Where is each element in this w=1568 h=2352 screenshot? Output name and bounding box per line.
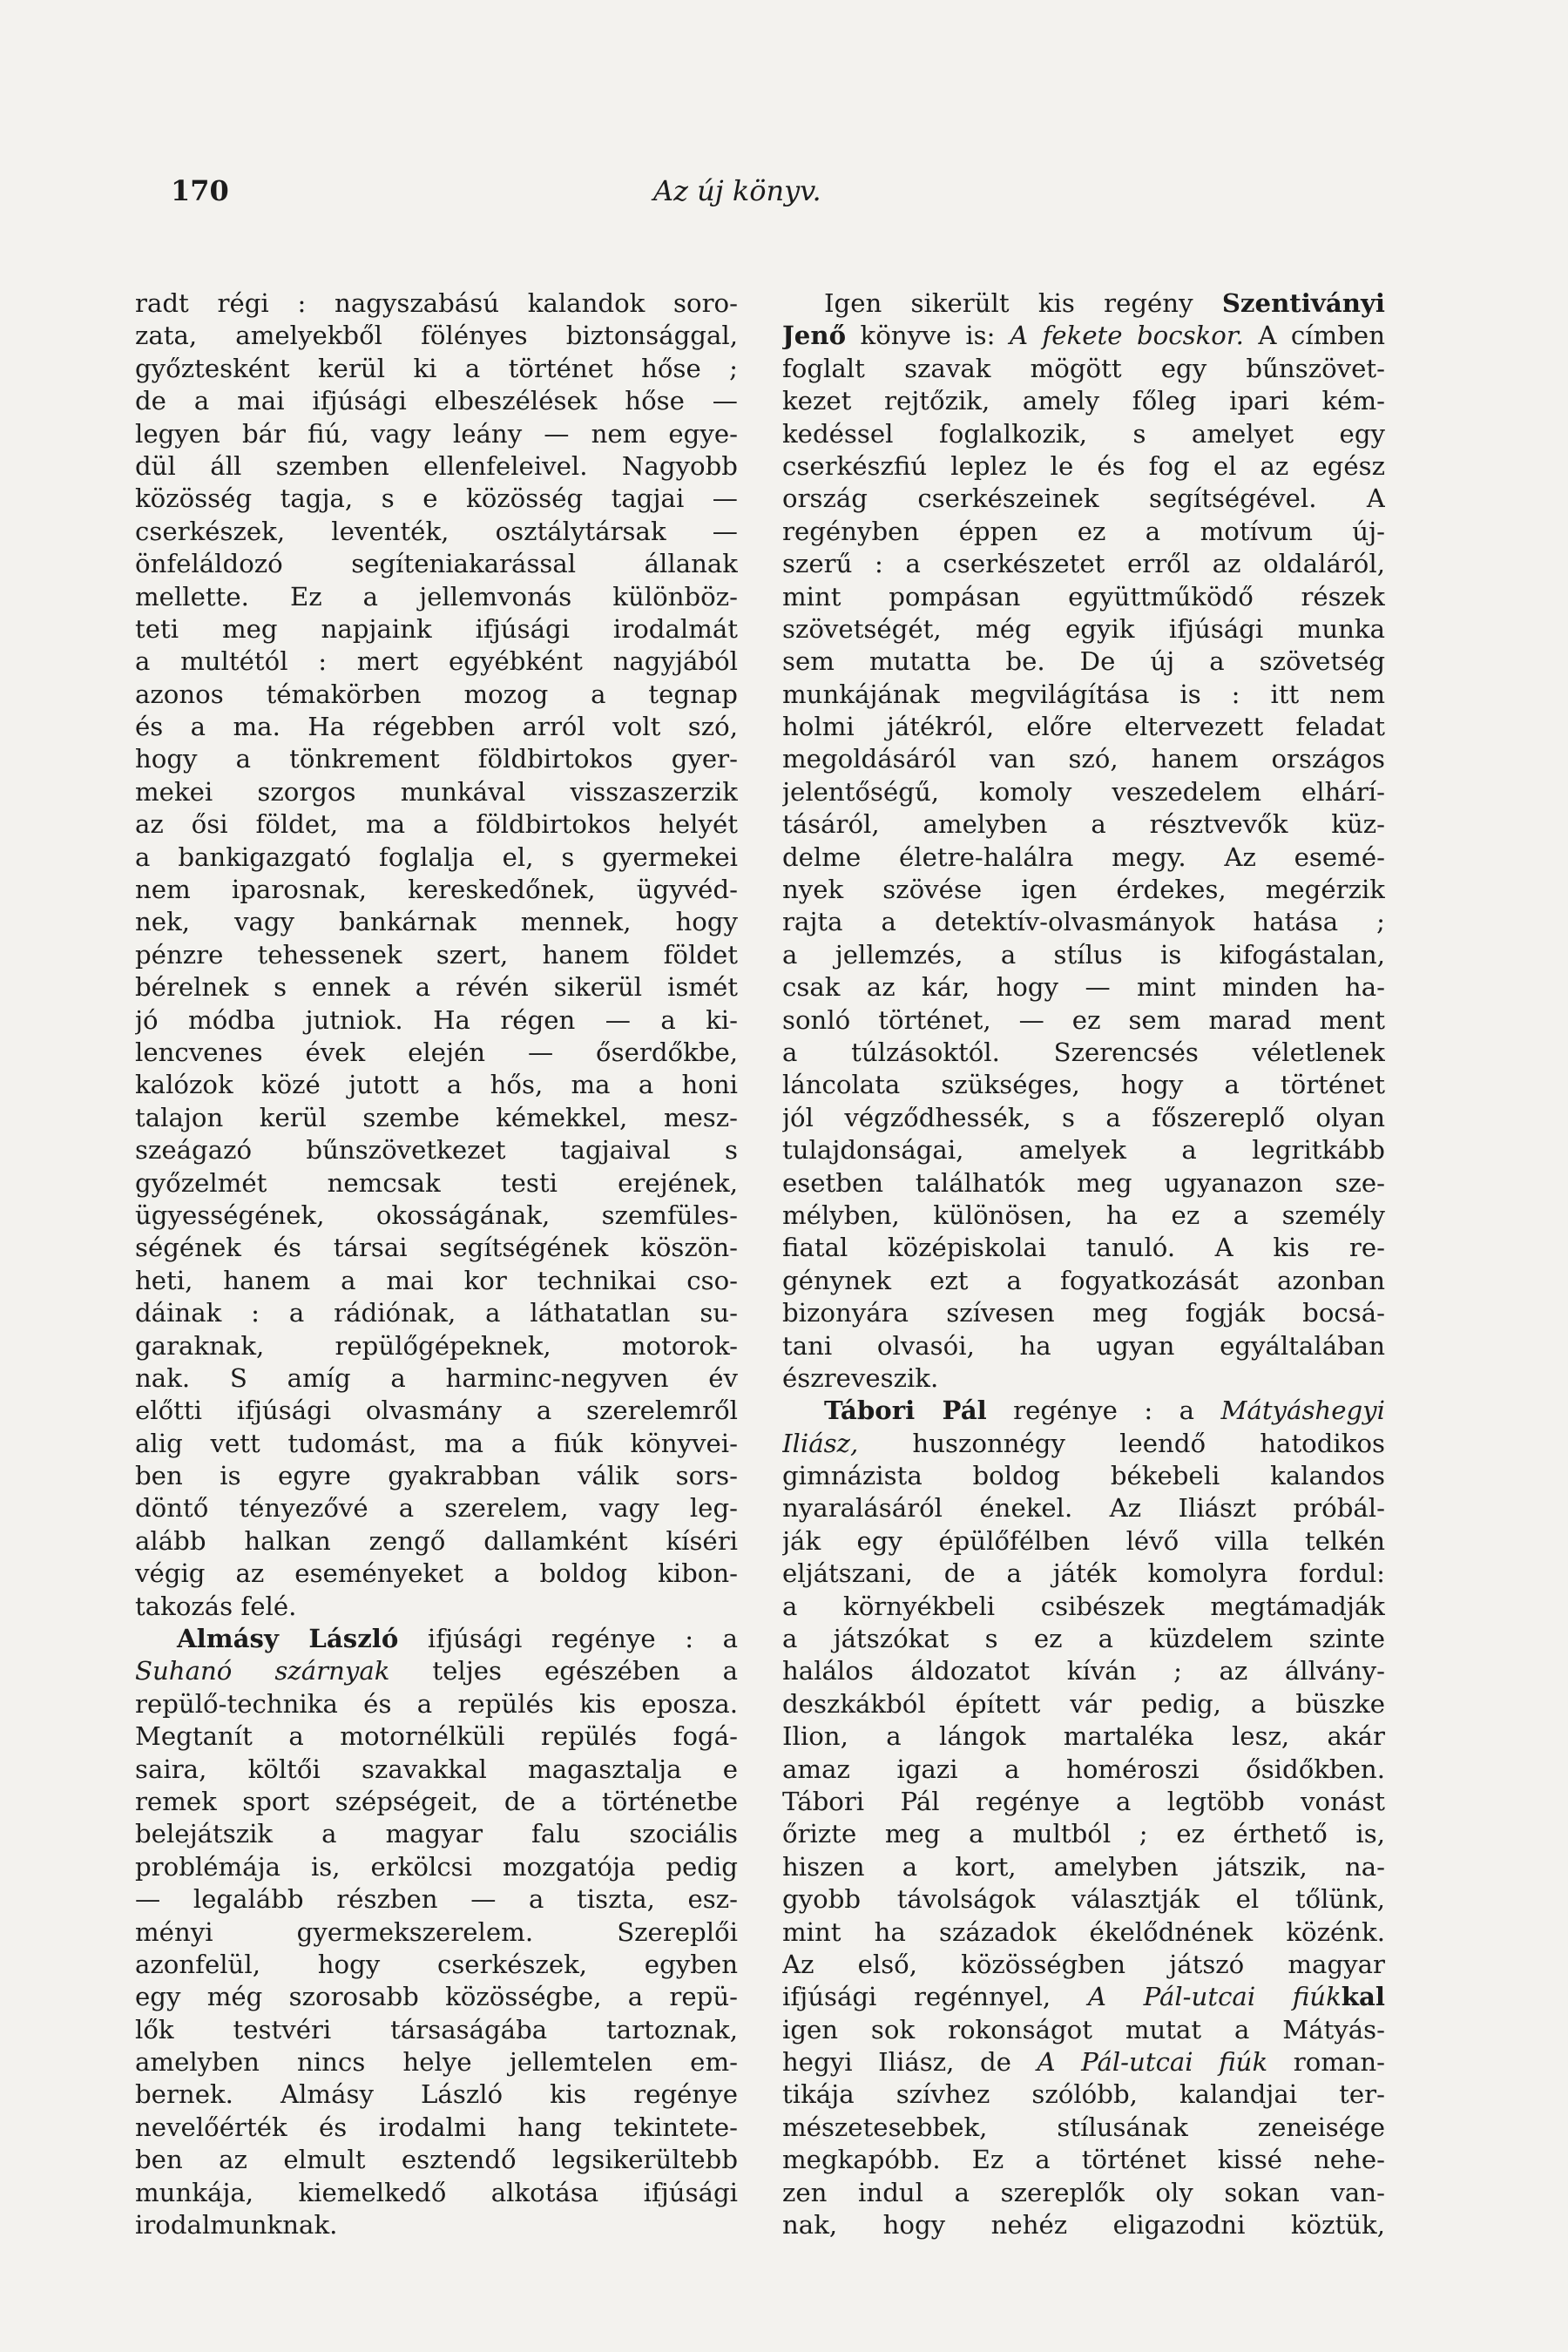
- text-run: ségének és társai segítségének köszön-: [135, 1233, 738, 1263]
- text-run: amaz igazi a homéroszi ősidőkben.: [782, 1754, 1385, 1784]
- text-line: [135, 1167, 738, 1200]
- text-run: bizonyára szívesen meg fogják bocsá-: [782, 1298, 1385, 1328]
- text-line: [782, 939, 1385, 971]
- text-run: alig vett tudomást, ma a fiúk könyvei-: [135, 1428, 738, 1458]
- text-line: [135, 906, 738, 938]
- text-run: roman-: [1267, 2047, 1385, 2078]
- text-line: [135, 2177, 738, 2209]
- author-name: Tábori Pál: [824, 1396, 987, 1426]
- text-run: a jellemzés, a stílus is kifogástalan,: [782, 939, 1385, 970]
- text-run: szeágazó bűnszövetkezet tagjaival s: [135, 1135, 738, 1166]
- text-run: repülő-technika és a repülés kis eposza.: [135, 1688, 738, 1719]
- text-line: [782, 385, 1385, 417]
- text-run: azonos témakörben mozog a tegnap: [135, 679, 738, 709]
- text-line: [782, 1818, 1385, 1850]
- text-run: takozás felé.: [135, 1591, 297, 1621]
- text-line: [135, 939, 738, 971]
- text-run: irodalmunknak.: [135, 2210, 338, 2240]
- text-line: [782, 1623, 1385, 1655]
- text-line: [135, 1069, 738, 1101]
- text-line: [782, 1330, 1385, 1362]
- text-line: [782, 743, 1385, 775]
- text-line: [782, 1362, 1385, 1395]
- text-run: Ilion, a lángok martaléka lesz, akár: [782, 1721, 1385, 1752]
- text-run: gyobb távolságok választják el tőlünk,: [782, 1884, 1385, 1915]
- text-line: [782, 1655, 1385, 1687]
- text-line: [135, 385, 738, 417]
- text-line: [782, 1525, 1385, 1558]
- text-run: nevelőérték és irodalmi hang tekintete-: [135, 2112, 738, 2142]
- text-run: zata, amelyekből fölényes biztonsággal,: [135, 321, 738, 351]
- text-run: Igen sikerült kis regény: [824, 288, 1222, 318]
- text-run: hogy a tönkrement földbirtokos gyer-: [135, 744, 738, 774]
- text-run: amelyben nincs helye jellemtelen em-: [135, 2047, 738, 2078]
- text-line: [135, 2209, 738, 2241]
- text-line: [782, 1981, 1385, 2013]
- book-title: A fekete bocskor.: [1009, 321, 1244, 351]
- text-line: [135, 1362, 738, 1395]
- text-run: szerű : a cserkészetet erről az oldaláról,: [782, 549, 1385, 579]
- text-run: sonló történet, — ez sem marad ment: [782, 1004, 1385, 1035]
- text-line: [135, 353, 738, 385]
- text-run: saira, költői szavakkal magasztalja e: [135, 1754, 738, 1784]
- text-run: csak az kár, hogy — mint minden ha-: [782, 972, 1385, 1003]
- text-run: a környékbeli csibészek megtámadják: [782, 1591, 1385, 1621]
- text-line: [135, 841, 738, 874]
- text-line: [135, 679, 738, 711]
- book-title: Iliász,: [782, 1428, 859, 1458]
- text-run: tulajdonságai, amelyek a legritkább: [782, 1135, 1385, 1166]
- text-line: [782, 548, 1385, 580]
- author-name: Szentiványi: [1221, 288, 1385, 318]
- text-run: egy még szorosabb közösségbe, a repü-: [135, 1982, 738, 2012]
- text-run: lők testvéri társaságába tartoznak,: [135, 2014, 738, 2044]
- text-line: [135, 971, 738, 1004]
- text-line: [782, 1591, 1385, 1623]
- text-run: teljes egészében a: [389, 1656, 738, 1686]
- text-run: a multétól : mert egyébként nagyjából: [135, 646, 738, 677]
- running-title: Az új könyv.: [653, 174, 821, 207]
- text-line: [135, 1102, 738, 1134]
- text-run: önfeláldozó segíteniakarással állanak: [135, 549, 738, 579]
- text-line: [135, 1981, 738, 2013]
- text-run: regénye : a: [986, 1396, 1221, 1426]
- text-run: a túlzásoktól. Szerencsés véletlenek: [782, 1037, 1385, 1067]
- text-line: [782, 1786, 1385, 1818]
- text-line: [782, 1688, 1385, 1720]
- text-run: győzelmét nemcsak testi erejének,: [135, 1167, 738, 1198]
- text-run: ifjúsági regénye : a: [398, 1624, 738, 1654]
- text-run: jelentőségű, komoly veszedelem elhárí-: [782, 776, 1385, 807]
- text-run: ják egy épülőfélben lévő villa telkén: [782, 1525, 1385, 1556]
- text-line: [782, 776, 1385, 808]
- text-run: munkájának megvilágítása is : itt nem: [782, 679, 1385, 709]
- text-run: kedéssel foglalkozik, s amelyet egy: [782, 418, 1385, 449]
- text-run: őrizte meg a multból ; ez érthető is,: [782, 1819, 1385, 1849]
- text-run: talajon kerül szembe kémekkel, mesz-: [135, 1102, 738, 1132]
- text-line: [782, 2078, 1385, 2111]
- text-run: hegyi Iliász, de: [782, 2047, 1037, 2078]
- text-line: [135, 2112, 738, 2144]
- text-run: végig az eseményeket a boldog kibon-: [135, 1558, 738, 1589]
- text-line: [135, 1004, 738, 1037]
- book-title: A Pál-utcai fiúk: [1087, 1982, 1342, 2012]
- text-run: dül áll szemben ellenfeleivel. Nagyobb: [135, 450, 738, 481]
- text-run: A címben: [1243, 321, 1385, 351]
- text-run: huszonnégy leendő hatodikos: [858, 1428, 1385, 1458]
- text-run: cserkészfiú leplez le és fog el az egész: [782, 450, 1385, 481]
- text-line: [782, 1851, 1385, 1883]
- text-run: génynek ezt a fogyatkozását azonban: [782, 1265, 1385, 1295]
- text-line: [135, 2046, 738, 2078]
- text-run: pénzre tehessenek szert, hanem földet: [135, 939, 738, 970]
- text-line: [135, 808, 738, 841]
- text-run: eljátszani, de a játék komolyra fordul:: [782, 1558, 1385, 1589]
- text-run: Tábori Pál regénye a legtöbb vonást: [782, 1786, 1385, 1816]
- page-header: [0, 174, 1568, 218]
- text-run: ben az elmult esztendő legsikerültebb: [135, 2145, 738, 2175]
- text-run: hiszen a kort, amelyben játszik, na-: [782, 1851, 1385, 1882]
- text-line: [135, 1655, 738, 1687]
- text-line: [782, 1069, 1385, 1101]
- text-run: észreveszik.: [782, 1362, 939, 1393]
- text-run: kalózok közé jutott a hős, ma a honi: [135, 1070, 738, 1100]
- text-line: [135, 581, 738, 613]
- text-line: [782, 1883, 1385, 1916]
- text-line: [135, 1525, 738, 1558]
- text-run: alább halkan zengő dallamként kíséri: [135, 1525, 738, 1556]
- text-line: [782, 874, 1385, 906]
- text-run: remek sport szépségeit, de a történetbe: [135, 1786, 738, 1816]
- text-line: [135, 1623, 738, 1655]
- text-line: [782, 841, 1385, 874]
- text-run: tásáról, amelyben a résztvevők küz-: [782, 809, 1385, 840]
- book-title: A Pál-utcai fiúk: [1037, 2047, 1268, 2078]
- text-run: lencvenes évek elején — őserdőkbe,: [135, 1037, 738, 1067]
- text-run: — legalább részben — a tiszta, esz-: [135, 1884, 738, 1915]
- text-line: [135, 1818, 738, 1850]
- text-run: de a mai ifjúsági elbeszélések hőse —: [135, 386, 738, 416]
- text-line: [782, 353, 1385, 385]
- text-run: a bankigazgató foglalja el, s gyermekei: [135, 841, 738, 872]
- text-line: [135, 1297, 738, 1329]
- text-run: sem mutatta be. De új a szövetség: [782, 646, 1385, 677]
- text-line: [135, 1720, 738, 1753]
- text-line: [135, 516, 738, 548]
- text-line: [135, 874, 738, 906]
- text-line: [135, 483, 738, 515]
- text-line: [782, 1232, 1385, 1264]
- text-run: teti meg napjaink ifjúsági irodalmát: [135, 613, 738, 644]
- text-run: ország cserkészeinek segítségével. A: [782, 483, 1385, 514]
- text-run: zen indul a szereplők oly sokan van-: [782, 2177, 1385, 2207]
- text-run: ben is egyre gyakrabban válik sors-: [135, 1461, 738, 1491]
- text-run: dáinak : a rádiónak, a láthatatlan su-: [135, 1298, 738, 1328]
- text-run: szövetségét, még egyik ifjúsági munka: [782, 613, 1385, 644]
- text-line: [135, 1688, 738, 1720]
- text-run: előtti ifjúsági olvasmány a szerelemről: [135, 1396, 738, 1426]
- text-line: [135, 320, 738, 352]
- text-line: [782, 645, 1385, 678]
- text-line: [135, 418, 738, 450]
- text-run: közösség tagja, s e közösség tagjai —: [135, 483, 738, 514]
- text-run: igen sok rokonságot mutat a Mátyás-: [782, 2014, 1385, 2044]
- text-run: nyaralásáról énekel. Az Iliászt próbál-: [782, 1493, 1385, 1524]
- text-run: belejátszik a magyar falu szociális: [135, 1819, 738, 1849]
- book-title: Suhanó szárnyak: [135, 1656, 390, 1686]
- text-line: [135, 1428, 738, 1460]
- text-line: [782, 516, 1385, 548]
- text-line: [782, 808, 1385, 841]
- text-run: tani olvasói, ha ugyan egyáltalában: [782, 1330, 1385, 1361]
- text-run: fiatal középiskolai tanuló. A kis re-: [782, 1233, 1385, 1263]
- text-run: Az első, közösségben játszó magyar: [782, 1949, 1385, 1979]
- text-line: [135, 1754, 738, 1786]
- text-line: [782, 320, 1385, 352]
- text-run: mekei szorgos munkával visszaszerzik: [135, 776, 738, 807]
- text-run: győztesként kerül ki a történet hőse ;: [135, 353, 738, 383]
- text-run: a játszókat s ez a küzdelem szinte: [782, 1624, 1385, 1654]
- text-line: [782, 2177, 1385, 2209]
- text-line: [782, 1492, 1385, 1524]
- text-line: [135, 1200, 738, 1232]
- text-line: [782, 1949, 1385, 1981]
- book-title: Mátyáshegyi: [1220, 1396, 1385, 1426]
- text-run: nyek szövése igen érdekes, megérzik: [782, 875, 1385, 905]
- text-run: gimnázista boldog békebeli kalandos: [782, 1461, 1385, 1491]
- text-run: könyve is:: [846, 321, 1010, 351]
- text-run: azonfelül, hogy cserkészek, egyben: [135, 1949, 738, 1979]
- text-line: [782, 1558, 1385, 1590]
- text-line: [782, 1134, 1385, 1166]
- text-line: [782, 1265, 1385, 1297]
- text-line: [135, 1037, 738, 1069]
- text-run: jól végződhessék, s a főszereplő olyan: [782, 1102, 1385, 1132]
- text-line: [782, 1428, 1385, 1460]
- text-line: [782, 1916, 1385, 1949]
- text-line: [782, 287, 1385, 320]
- text-line: [782, 1037, 1385, 1069]
- text-run: megoldásáról van szó, hanem országos: [782, 744, 1385, 774]
- text-run: deszkákból épített vár pedig, a büszke: [782, 1688, 1385, 1719]
- text-run: munkája, kiemelkedő alkotása ifjúsági: [135, 2177, 738, 2207]
- left-column: [135, 287, 738, 2241]
- text-run: mint pompásan együttműködő részek: [782, 581, 1385, 612]
- text-run: delme életre-halálra megy. Az esemé-: [782, 841, 1385, 872]
- text-line: [782, 613, 1385, 645]
- text-run: heti, hanem a mai kor technikai cso-: [135, 1265, 738, 1295]
- text-line: [135, 776, 738, 808]
- text-line: [135, 613, 738, 645]
- text-run: láncolata szükséges, hogy a történet: [782, 1070, 1385, 1100]
- text-run: tikája szívhez szólóbb, kalandjai ter-: [782, 2079, 1385, 2110]
- text-line: [135, 1916, 738, 1949]
- text-line: [782, 418, 1385, 450]
- text-line: [135, 1395, 738, 1427]
- text-run: regényben éppen ez a motívum új-: [782, 516, 1385, 546]
- text-line: [135, 711, 738, 743]
- text-line: [782, 2144, 1385, 2176]
- text-line: [782, 2014, 1385, 2046]
- text-run: problémája is, erkölcsi mozgatója pedig: [135, 1851, 738, 1882]
- text-line: [135, 1330, 738, 1362]
- text-line: [782, 1167, 1385, 1200]
- text-run: bérelnek s ennek a révén sikerül ismét: [135, 972, 738, 1003]
- text-line: [782, 1004, 1385, 1037]
- text-line: [782, 1754, 1385, 1786]
- text-line: [135, 1492, 738, 1524]
- text-line: [782, 906, 1385, 938]
- text-line: [135, 1786, 738, 1818]
- text-run: nak. S amíg a harminc-negyven év: [135, 1362, 738, 1393]
- text-run: mészetesebbek, stílusának zeneisége: [782, 2112, 1385, 2142]
- text-line: [135, 1134, 738, 1166]
- text-line: [135, 743, 738, 775]
- text-line: [135, 2014, 738, 2046]
- text-line: [782, 1720, 1385, 1753]
- text-run: cserkészek, leventék, osztálytársak —: [135, 516, 738, 546]
- text-line: [782, 679, 1385, 711]
- text-line: [135, 287, 738, 320]
- text-run: holmi játékról, előre eltervezett feladat: [782, 712, 1385, 742]
- page-number: 170: [171, 174, 229, 207]
- text-run: mellette. Ez a jellemvonás különböz-: [135, 581, 738, 612]
- text-run: ményi gyermekszerelem. Szereplői: [135, 1916, 738, 1947]
- text-run: Megtanít a motornélküli repülés fogá-: [135, 1721, 738, 1752]
- text-run: ifjúsági regénnyel,: [782, 1982, 1088, 2012]
- text-line: [135, 1558, 738, 1590]
- text-run: jó módba jutniok. Ha régen — a ki-: [135, 1004, 738, 1035]
- text-line: [135, 1591, 738, 1623]
- text-run: megkapóbb. Ez a történet kissé nehe-: [782, 2145, 1385, 2175]
- text-line: [782, 2046, 1385, 2078]
- text-line: [135, 548, 738, 580]
- text-line: [782, 711, 1385, 743]
- text-run: foglalt szavak mögött egy bűnszövet-: [782, 353, 1385, 383]
- text-run: az ősi földet, ma a földbirtokos helyét: [135, 809, 738, 840]
- text-run: nak, hogy nehéz eligazodni köztük,: [782, 2210, 1385, 2240]
- right-column: [782, 287, 1385, 2241]
- text-run: nek, vagy bankárnak mennek, hogy: [135, 907, 738, 937]
- text-run: nem iparosnak, kereskedőnek, ügyvéd-: [135, 875, 738, 905]
- text-run: döntő tényezővé a szerelem, vagy leg-: [135, 1493, 738, 1524]
- text-line: [135, 2078, 738, 2111]
- text-run: bernek. Almásy László kis regénye: [135, 2079, 738, 2110]
- text-line: [782, 1395, 1385, 1427]
- text-line: [135, 450, 738, 483]
- text-line: [135, 1232, 738, 1264]
- author-name: Almásy László: [177, 1624, 399, 1654]
- text-run: mélyben, különösen, ha ez a személy: [782, 1200, 1385, 1230]
- text-run: radt régi : nagyszabású kalandok soro-: [135, 288, 738, 318]
- text-line: [135, 1265, 738, 1297]
- text-run: és a ma. Ha régebben arról volt szó,: [135, 712, 738, 742]
- author-name: Jenő: [782, 321, 847, 351]
- text-run: kezet rejtőzik, amely főleg ipari kém-: [782, 386, 1385, 416]
- text-line: [782, 971, 1385, 1004]
- text-run: rajta a detektív-olvasmányok hatása ;: [782, 907, 1385, 937]
- text-line: [782, 1200, 1385, 1232]
- text-line: [135, 1460, 738, 1492]
- text-run: kal: [1341, 1982, 1385, 2012]
- text-run: esetben találhatók meg ugyanazon sze-: [782, 1167, 1385, 1198]
- text-line: [135, 2144, 738, 2176]
- text-run: ügyességének, okosságának, szemfüles-: [135, 1200, 738, 1230]
- text-line: [135, 1949, 738, 1981]
- text-run: legyen bár fiú, vagy leány — nem egye-: [135, 418, 738, 449]
- text-line: [782, 2209, 1385, 2241]
- text-line: [782, 1460, 1385, 1492]
- text-line: [135, 1851, 738, 1883]
- text-line: [782, 483, 1385, 515]
- text-run: mint ha századok ékelődnének közénk.: [782, 1916, 1385, 1947]
- text-line: [782, 1297, 1385, 1329]
- text-line: [135, 1883, 738, 1916]
- text-run: halálos áldozatot kíván ; az állvány-: [782, 1656, 1385, 1686]
- text-line: [135, 645, 738, 678]
- text-line: [782, 581, 1385, 613]
- text-line: [782, 2112, 1385, 2144]
- text-line: [782, 450, 1385, 483]
- text-line: [782, 1102, 1385, 1134]
- text-run: garaknak, repülőgépeknek, motorok-: [135, 1330, 738, 1361]
